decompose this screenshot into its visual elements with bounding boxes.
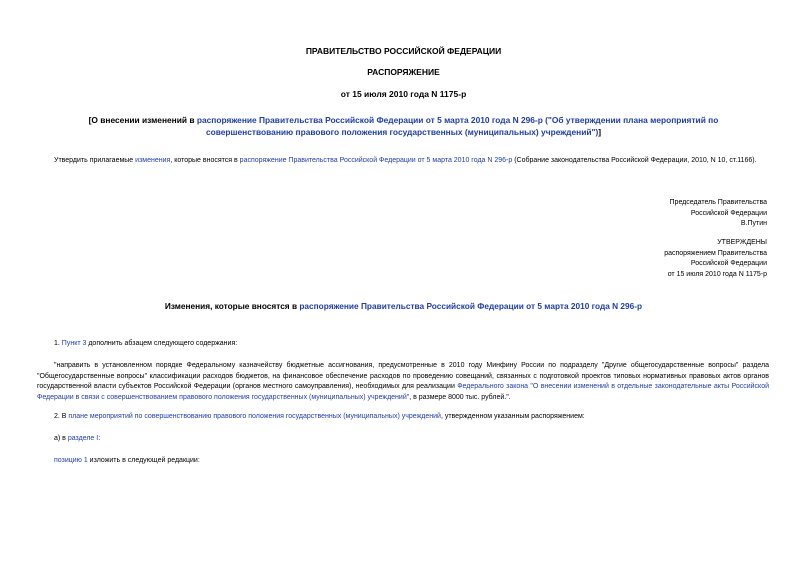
approved-date: от 15 июля 2010 года N 1175-р [667,270,767,278]
government-heading: ПРАВИТЕЛЬСТВО РОССИЙСКОЙ ФЕДЕРАЦИИ [305,46,502,56]
item-2a-text: а) в [54,435,68,442]
title-prefix: [О внесении изменений в [88,115,197,125]
item-2-number: 2. В [54,413,69,420]
document-date-number: от 15 июля 2010 года N 1175-р [340,89,467,99]
document-title [60,114,747,138]
quote-text-1: "направить в установленном порядке Федеральному казначейству бюджетные ассигнования, предусмотренные в 2010 году Минфину России по подразделу "Другие общегосударственные вопросы" раздела "Общегосударственные вопросы" классификации расходов бюджетов, на финансовое обеспечение расходов по проведению совещаний, связанных с подготовкой проектов типовых нормативных правовых актов органов государственной власти субъектов Российской Федерации (органов местного самоуправления), необходимых для реализации [37,362,769,390]
document-type-heading: РАСПОРЯЖЕНИЕ [367,67,440,77]
changes-title [0,301,807,311]
approved-by: распоряжением Правительства [664,249,767,257]
quote-paragraph [37,361,769,403]
title-link[interactable]: распоряжение Правительства Российской Федерации от 5 марта 2010 года N 296-р ("Об утверждении плана мероприятий по совершенствованию правового положения государственных (муниципальных) учреждений") [196,115,719,137]
approved-label: УТВЕРЖДЕНЫ [717,239,767,246]
signature-block [670,198,767,230]
item-2a-position [37,456,769,467]
quote-text-2: , в размере 8000 тыс. рублей.". [409,393,511,401]
changes-title-link[interactable]: распоряжение Правительства Российской Федерации от 5 марта 2010 года N 296-р [299,301,643,311]
quote-link-law[interactable]: Федерального закона "О внесении изменений в отдельные законодательные акты Российской Федерации в связи с совершенствованием правового положения государственных (муниципальных) учреждений" [37,383,769,401]
item-1-number: 1. [54,340,62,347]
intro-text-3: (Собрание законодательства Российской Федерации, 2010, N 10, ст.1166). [512,157,757,164]
item-2a-position-text: изложить в следующей редакции: [87,457,200,464]
item-2a [37,434,769,445]
intro-text-1: Утвердить прилагаемые [54,157,136,164]
item-2a-position-link[interactable]: позицию 1 [54,457,88,464]
approved-block [664,238,767,280]
item-1-link[interactable]: Пункт 3 [61,340,87,347]
changes-title-prefix: Изменения, которые вносятся в [164,301,300,311]
title-suffix: ] [598,127,602,137]
item-2-text: , утвержденном указанным распоряжением: [440,413,585,420]
intro-paragraph [37,156,769,167]
item-2-link[interactable]: плане мероприятий по совершенствованию правового положения государственных (муниципальных) учреждений [68,413,441,420]
item-2a-link[interactable]: разделе I [67,435,99,442]
item-2a-colon: : [98,435,101,442]
signature-name: В.Путин [740,220,767,227]
item-1 [37,339,769,350]
intro-link-changes[interactable]: изменения [135,157,171,164]
signature-position: Председатель Правительства [669,199,767,206]
item-1-text: дополнить абзацем следующего содержания: [86,340,238,347]
approved-country: Российской Федерации [690,260,767,267]
item-2 [37,412,769,423]
intro-text-2: , которые вносятся в [170,157,240,164]
signature-country: Российской Федерации [690,209,767,217]
intro-link-order[interactable]: распоряжение Правительства Российской Федерации от 5 марта 2010 года N 296-р [239,157,513,164]
